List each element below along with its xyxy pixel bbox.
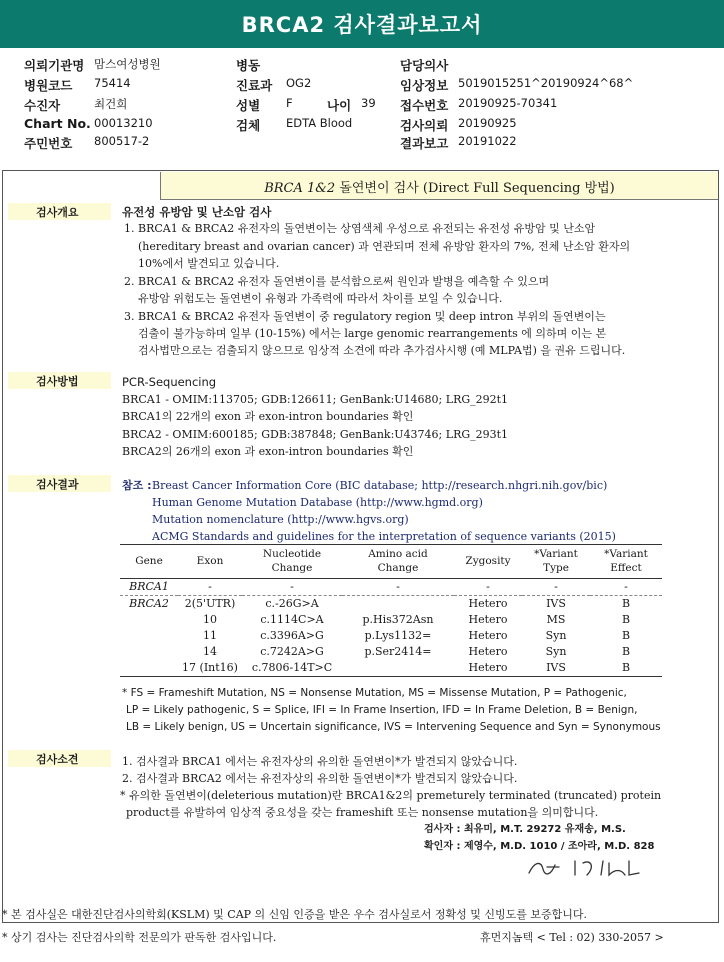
- col-zygosity: Zygosity: [465, 555, 511, 567]
- col-variant-effect: *Variant Effect: [604, 548, 648, 574]
- overview-line-6: 3. BRCA1 & BRCA2 유전자 돌연변이 중 regulatory region 및 deep intron 부위의 돌연변이는: [124, 310, 606, 323]
- method-line-4: BRCA2 - OMIM:600185; GDB:387848; GenBank:U43746; LRG_293t1: [122, 428, 509, 441]
- certification-note: * 본 검사실은 대한진단검사의학회(KSLM) 및 CAP 의 신임 인증을 받은 우수 검사실로서 정확성 및 신빙도를 보증합니다.: [2, 908, 588, 921]
- overview-line-5: 유방암 위험도는 돌연변이 유형과 가족력에 따라서 차이를 보일 수 있습니다.: [138, 292, 503, 305]
- section-head-overview: 검사개요: [8, 203, 111, 220]
- reference-2: Human Genome Mutation Database (http://www.hgmd.org): [152, 496, 483, 509]
- method-line-5: BRCA2의 26개의 exon 과 exon-intron boundaries 확인: [122, 445, 414, 458]
- reference-4: ACMG Standards and guidelines for the interpretation of sequence variants (2015): [152, 530, 616, 543]
- reference-3: Mutation nomenclature (http://www.hgvs.org): [152, 513, 409, 526]
- overview-subtitle: 유전성 유방암 및 난소암 검사: [122, 205, 272, 219]
- opinion-line-4: product를 유발하여 임상적 중요성을 갖는 frameshift 또는 nonsense mutation을 의미합니다.: [126, 806, 599, 819]
- variant-table: [120, 544, 662, 677]
- opinion-line-2: 2. 검사결과 BRCA2 에서는 유전자상의 유의한 돌연변이*가 발견되지 않았습니다.: [122, 772, 518, 785]
- legend-line-2: LP = Likely pathogenic, S = Splice, IFI = In Frame Insertion, IFD = In Frame Deletion, B = Benign,: [126, 704, 638, 716]
- table-row: 11 c.3396A>G p.Lys1132= Hetero Syn B: [203, 629, 631, 642]
- section-head-result: 검사결과: [8, 475, 111, 492]
- tester-line: 검사자 : 최유미, M.T. 29272 유재송, M.S.: [424, 824, 626, 835]
- report-header: [0, 0, 724, 48]
- section-head-opinion: 검사소견: [8, 750, 111, 767]
- method-line-1: PCR-Sequencing: [122, 375, 217, 389]
- confirmer-line: 확인자 : 제영수, M.D. 1010 / 조아라, M.D. 828: [424, 841, 655, 852]
- section-head-method: 검사방법: [8, 372, 111, 389]
- overview-line-1: 1. BRCA1 & BRCA2 유전자의 돌연변이는 상염색체 우성으로 유전되는 유전성 유방암 및 난소암: [124, 222, 596, 235]
- table-row: 17 (Int16) c.7806-14T>C Hetero IVS B: [120, 660, 662, 677]
- table-header-row: [120, 545, 662, 579]
- col-variant-type: *Variant Type: [534, 548, 578, 574]
- col-nucleotide: Nucleotide Change: [262, 548, 322, 574]
- col-gene: Gene: [135, 555, 163, 567]
- overview-line-8: 검사법만으로는 검출되지 않으므로 임상적 소견에 따라 추가검사시행 (예 MLPA법) 을 권유 드립니다.: [138, 344, 626, 357]
- opinion-line-1: 1. 검사결과 BRCA1 에서는 유전자상의 유의한 돌연변이*가 발견되지 않았습니다.: [122, 755, 518, 768]
- reference-1: Breast Cancer Information Core (BIC database; http://research.nhgri.nih.gov/bic): [152, 479, 608, 492]
- reference-label: 참조 :: [122, 479, 152, 492]
- table-row: BRCA1 - - - - - -: [120, 579, 662, 596]
- overview-line-3: 10%에서 발견되고 있습니다.: [138, 257, 280, 270]
- test-title-bar: [160, 172, 718, 200]
- signature-image: [525, 855, 645, 879]
- col-amino-acid: Amino acid Change: [368, 548, 428, 574]
- reading-note: * 상기 검사는 진단검사의학 전문의가 판독한 검사입니다.: [2, 931, 277, 944]
- report-title: BRCA2 검사결과보고서: [241, 13, 483, 37]
- method-line-3: BRCA1의 22개의 exon 과 exon-intron boundaries 확인: [122, 410, 414, 423]
- test-title: BRCA 1&2 돌연변이 검사 (Direct Full Sequencing 방법): [264, 181, 615, 196]
- opinion-line-3: * 유의한 돌연변이(deleterious mutation)란 BRCA1&2의 premeturely terminated (truncated) protein: [120, 789, 662, 802]
- col-exon: Exon: [196, 555, 224, 567]
- table-row: 14 c.7242A>G p.Ser2414= Hetero Syn B: [203, 645, 631, 658]
- overview-line-2: (hereditary breast and ovarian cancer) 과 연관되며 전체 유방암 환자의 7%, 전체 난소암 환자의: [138, 240, 631, 253]
- method-line-2: BRCA1 - OMIM:113705; GDB:126611; GenBank:U14680; LRG_292t1: [122, 393, 509, 406]
- legend-line-1: * FS = Frameshift Mutation, NS = Nonsense Mutation, MS = Missense Mutation, P = Pathogenic,: [122, 687, 627, 699]
- table-row: 10 c.1114C>A p.His372Asn Hetero MS B: [203, 613, 631, 626]
- contact-info: 휴먼지놈텍 < Tel : 02) 330-2057 >: [480, 931, 664, 944]
- overview-line-7: 검출이 불가능하며 일부 (10-15%) 에서는 large genomic rearrangements 에 의하며 이는 본: [138, 327, 607, 340]
- overview-line-4: 2. BRCA1 & BRCA2 유전자 돌연변이를 분석함으로써 원인과 발병을 예측할 수 있으며: [124, 275, 550, 288]
- table-row: BRCA2 2(5'UTR) c.-26G>A Hetero IVS B: [129, 597, 631, 610]
- legend-line-3: LB = Likely benign, US = Uncertain significance, IVS = Intervening Sequence and Syn = Synonymous: [126, 721, 661, 733]
